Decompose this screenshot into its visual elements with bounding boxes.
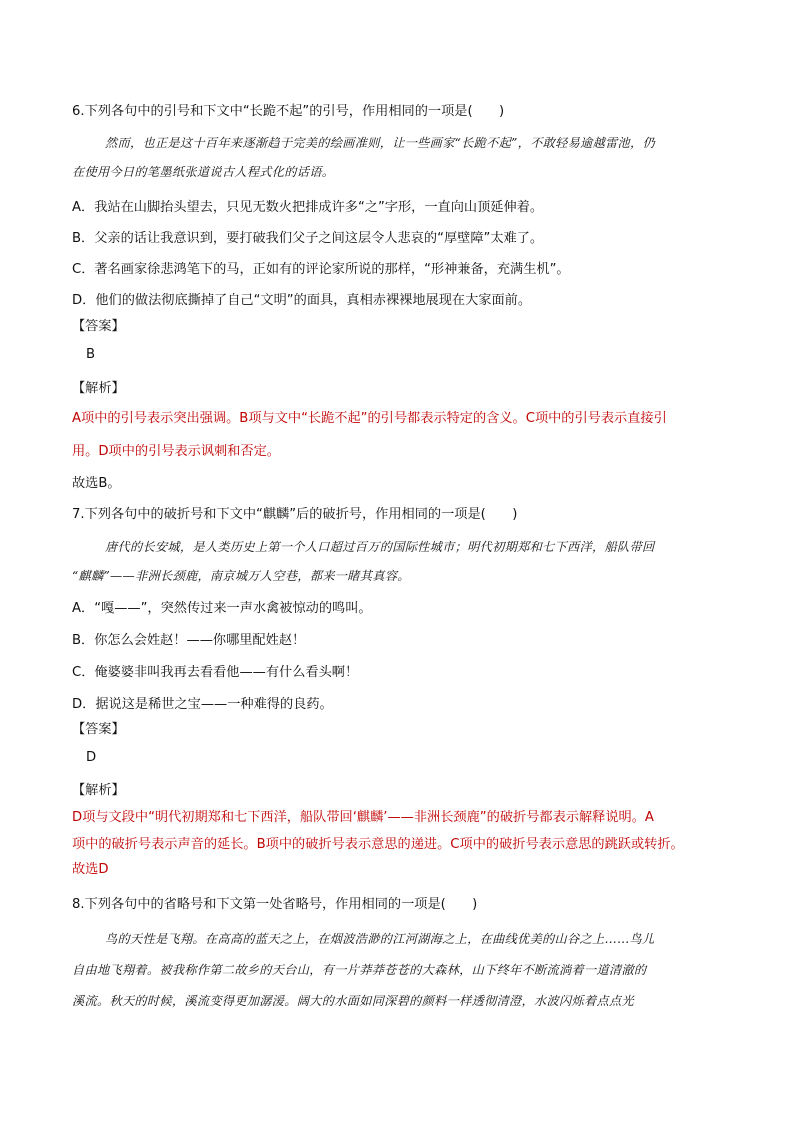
q6-stem: 6.下列各句中的引号和下文中“长跪不起”的引号，作用相同的一项是( ) [72, 104, 505, 119]
q7-stem: 7.下列各句中的破折号和下文中“麒麟”后的破折号，作用相同的一项是( ) [72, 507, 518, 522]
q6-option-a: A．我站在山脚抬头望去，只见无数火把排成许多“之”字形，一直向山顶延伸着。 [72, 200, 544, 215]
q7-analysis-label: 【解析】 [72, 783, 125, 798]
q6-option-b: B．父亲的话让我意识到，要打破我们父子之间这层令人悲哀的“厚壁障”太难了。 [72, 231, 544, 246]
q7-option-c: C．俺婆婆非叫我再去看看他——有什么看头啊！ [72, 665, 359, 680]
q8-passage-line-1: 鸟的天性是飞翔。在高高的蓝天之上，在烟波浩渺的江河湖海之上，在曲线优美的山谷之上……鸟儿 [105, 932, 655, 946]
q7-analysis-line-2: 项中的破折号表示声音的延长。B项中的破折号表示意思的递进。C项中的破折号表示意思的跳跃或转折。 [72, 837, 684, 852]
q6-choice: 故选B。 [72, 476, 121, 491]
q6-answer-label: 【答案】 [72, 319, 125, 334]
q6-option-d: D．他们的做法彻底撕掉了自己“文明”的面具，真相赤裸裸地展现在大家面前。 [72, 293, 532, 308]
q7-option-d: D．据说这是稀世之宝——一种难得的良药。 [72, 697, 333, 712]
q6-passage-line-2: 在使用今日的笔墨纸张道说古人程式化的话语。 [72, 165, 335, 179]
q7-option-b: B．你怎么会姓赵！——你哪里配姓赵！ [72, 633, 306, 648]
q7-analysis-line-1: D项与文段中“明代初期郑和七下西洋，船队带回‘麒麟’——非洲长颈鹿”的破折号都表示解释说明。A [72, 810, 654, 825]
q6-answer: B [86, 347, 96, 362]
q7-answer-label: 【答案】 [72, 722, 125, 737]
q7-answer: D [86, 750, 97, 765]
q6-passage-line-1: 然而，也正是这十百年来逐渐趋于完美的绘画准则，让一些画家“长跪不起”，不敢轻易逾越雷池，仍 [105, 136, 656, 150]
q8-stem: 8.下列各句中的省略号和下文第一处省略号，作用相同的一项是( ) [72, 897, 478, 912]
q7-choice: 故选D [72, 862, 109, 877]
q6-option-c: C．著名画家徐悲鸿笔下的马，正如有的评论家所说的那样，“形神兼备，充满生机”。 [72, 262, 570, 277]
q6-analysis-line-2: 用。D项中的引号表示讽刺和否定。 [72, 444, 280, 459]
q7-passage-line-2: “麒麟”——非洲长颈鹿，南京城万人空巷，都来一睹其真容。 [72, 569, 410, 583]
q6-analysis-label: 【解析】 [72, 381, 125, 396]
q6-analysis-line-1: A项中的引号表示突出强调。B项与文中“长跪不起”的引号都表示特定的含义。C项中的引号表示直接引 [72, 411, 667, 426]
q7-passage-line-1: 唐代的长安城，是人类历史上第一个人口超过百万的国际性城市；明代初期郑和七下西洋，船队带回 [105, 540, 655, 554]
q8-passage-line-2: 自由地飞翔着。被我称作第二故乡的天台山，有一片莽莽苍苍的大森林，山下终年不断流淌着一道清澈的 [72, 963, 647, 977]
q8-passage-line-3: 溪流。秋天的时候，溪流变得更加潺湲。阔大的水面如同深碧的颜料一样透彻清澄，水波闪烁着点点光 [72, 994, 634, 1008]
q7-option-a: A．“嘎——”，突然传过来一声水禽被惊动的鸣叫。 [72, 601, 372, 616]
